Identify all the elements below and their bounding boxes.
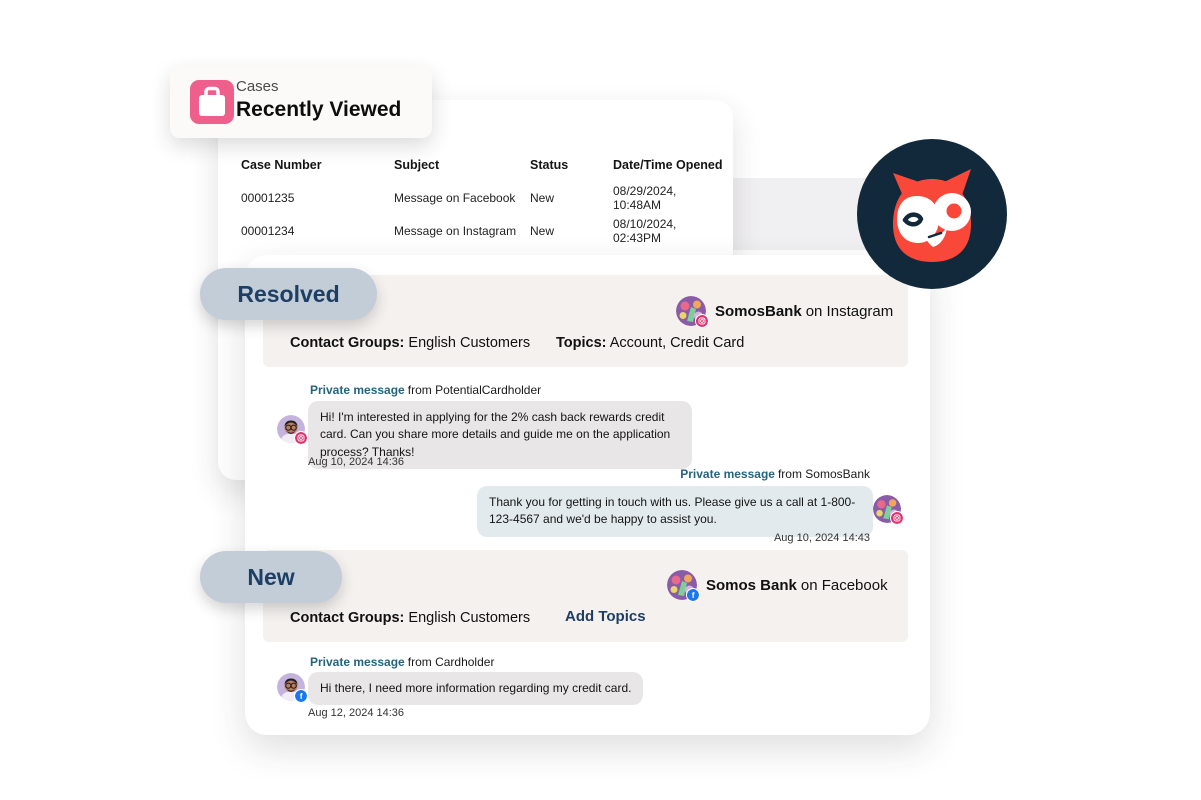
facebook-badge-icon bbox=[686, 588, 700, 602]
page-title: Recently Viewed bbox=[236, 97, 402, 121]
contact-groups: Contact Groups: English Customers bbox=[290, 610, 531, 626]
column-header-case-number: Case Number bbox=[241, 157, 322, 172]
topics: Topics: Account, Credit Card bbox=[556, 335, 745, 351]
date-opened-cell: 08/29/2024, 10:48AM bbox=[613, 183, 677, 212]
instagram-badge-icon bbox=[890, 511, 904, 525]
thread-title bbox=[715, 303, 893, 320]
message-label: Private message from PotentialCardholder bbox=[310, 383, 542, 397]
message-bubble: Hi there, I need more information regarding my credit card. bbox=[308, 672, 643, 705]
message-timestamp: Aug 10, 2024 14:43 bbox=[773, 532, 870, 544]
svg-text:f: f bbox=[691, 590, 695, 601]
cases-header-card bbox=[170, 66, 432, 138]
potentialcardholder-avatar bbox=[277, 415, 305, 443]
date-opened-cell: 08/10/2024, 02:43PM bbox=[613, 216, 677, 245]
message-label: Private message from Cardholder bbox=[310, 655, 495, 669]
message-label: Private message from SomosBank bbox=[680, 467, 870, 481]
instagram-badge-icon bbox=[695, 314, 709, 328]
instagram-badge-icon bbox=[294, 431, 308, 445]
column-header-date-time-opened: Date/Time Opened bbox=[613, 157, 723, 172]
message-timestamp: Aug 10, 2024 14:36 bbox=[308, 456, 405, 468]
contact-groups: Contact Groups: English Customers bbox=[290, 335, 531, 351]
column-header-status: Status bbox=[530, 157, 569, 172]
account-network: on Instagram bbox=[805, 302, 894, 320]
hootsuite-owl-icon bbox=[857, 276, 1007, 293]
briefcase-icon bbox=[190, 80, 234, 124]
status-badge-resolved: Resolved bbox=[200, 268, 377, 320]
cases-table bbox=[241, 148, 723, 247]
subject-cell[interactable]: Message on Facebook bbox=[394, 190, 516, 205]
case-number-cell[interactable]: 00001235 bbox=[241, 190, 295, 205]
account-network: on Facebook bbox=[800, 576, 888, 594]
svg-text:f: f bbox=[299, 691, 303, 702]
facebook-badge-icon bbox=[294, 689, 308, 703]
instagram-account-identity bbox=[676, 296, 893, 326]
facebook-thread-header bbox=[263, 550, 908, 642]
status-cell: New bbox=[530, 223, 555, 238]
message-timestamp: Aug 12, 2024 14:36 bbox=[308, 707, 405, 719]
conversation-card bbox=[245, 255, 930, 735]
somos-bank-avatar bbox=[667, 570, 697, 600]
status-cell: New bbox=[530, 190, 555, 205]
cases-eyebrow: Cases bbox=[236, 78, 279, 95]
account-name: Somos Bank bbox=[706, 576, 797, 594]
hootsuite-owl-logo bbox=[857, 139, 1007, 289]
somosbank-avatar bbox=[676, 296, 706, 326]
column-header-subject: Subject bbox=[394, 157, 440, 172]
facebook-account-identity bbox=[667, 570, 888, 600]
message-bubble: Hi! I'm interested in applying for the 2% cash back rewards credit card. Can you share more details and guide me on the application process? Thanks! bbox=[308, 401, 692, 469]
somosbank-avatar bbox=[873, 495, 901, 523]
status-badge-new: New bbox=[200, 551, 342, 603]
thread-title bbox=[706, 577, 888, 594]
cardholder-avatar bbox=[277, 673, 305, 701]
subject-cell[interactable]: Message on Instagram bbox=[394, 223, 517, 238]
account-name: SomosBank bbox=[715, 302, 802, 320]
message-bubble: Thank you for getting in touch with us. Please give us a call at 1-800-123-4567 and we'd be happy to assist you. bbox=[477, 486, 873, 537]
case-number-cell[interactable]: 00001234 bbox=[241, 223, 295, 238]
add-topics-button[interactable]: Add Topics bbox=[565, 608, 646, 625]
